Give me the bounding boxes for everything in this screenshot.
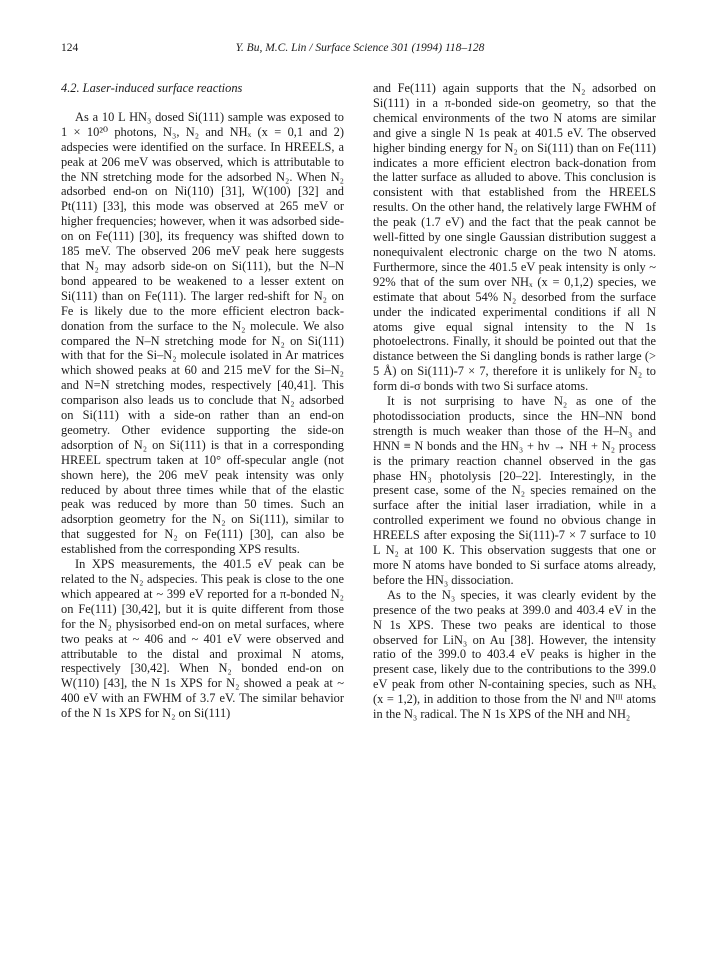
running-head: Y. Bu, M.C. Lin / Surface Science 301 (1994) 118–128 (235, 42, 485, 54)
right-column (373, 81, 656, 722)
paragraph-hreels: As a 10 L HN₃ dosed Si(111) sample was exposed to 1 × 10²⁰ photons, N₃, N₂ and NHₓ (x = 0,1 and 2) adspecies were identified on the surface. In HREELS, a peak at 206 meV was observed, which is attributable to the NN stretching mode for the adsorbed N₂. When N₂ adsorbed end-on on Ni(110) [31], W(100) [32] and Pt(111) [33], this mode was observed at 265 meV or higher frequencies; however, when it was adsorbed side-on on Fe(111) [30], its frequency was shifted down to 185 meV. The observed 206 meV peak here suggests that N₂ may adsorb side-on on Si(111), but the N–N bond appeared to be weakened to a lesser extent on Si(111) than on Fe(111). The larger red-shift for N₂ on Fe is likely due to the more efficient electron back-donation from the surface to the N₂ molecule. We also compared the N–N stretching mode for N₂ on Si(111) with that for the Si–N₂ molecule isolated in Ar matrices which showed peaks at 60 and 215 meV for the Si–N₂ and N=N stretching modes, respectively [40,41]. This comparison also leads us to conclude that N₂ adsorbed on Si(111) with a side-on rather than an end-on geometry. Other evidence supporting the side-on adsorption of N₂ on Si(111) is that in a corresponding HREEL spectrum taken at 10° off-specular angle (not shown here), the 206 meV peak intensity was only reduced by about three times while that of the elastic peak was reduced by more than 50 times. Such an adsorption geometry for the N₂ on Si(111), similar to that suggested for N₂ on Fe(111) [30], can also be established from the corresponding XPS results. (61, 109, 344, 557)
paragraph-xps: In XPS measurements, the 401.5 eV peak can be related to the N₂ adspecies. This peak is close to the one which appeared at ~ 399 eV reported for a π-bonded N₂ on Fe(111) [30,42], but it is quite different from those for the N₂ physisorbed end-on on metal surfaces, where two peaks at ~ 406 and ~ 401 eV were observed and attributable to the distal and proximal N atoms, respectively [30,42]. When N₂ bonded end-on on W(110) [43], the N 1s XPS for N₂ showed a peak at ~ 400 eV with an FWHM of 3.7 eV. The similar behavior of the N 1s XPS for N₂ on Si(111) (61, 557, 344, 721)
paragraph-continuation: and Fe(111) again supports that the N₂ adsorbed on Si(111) in a π-bonded side-on geometry, so that the chemical environments of the two N atoms are similar and give a single N 1s peak at 401.5 eV. The observed higher binding energy for N₂ on Si(111) than on Fe(111) indicates a more efficient electron back-donation from the latter surface as alluded to above. This conclusion is consistent with that established from the HREELS results. On the other hand, the relatively large FWHM of the peak (1.7 eV) and the fact that the peak cannot be well-fitted by one single Gaussian distribution suggest a nonequivalent electronic charge on the two N atoms. Furthermore, since the 401.5 eV peak intensity is only ~ 92% that of the sum over NHₓ (x = 0,1,2) species, we estimate that about 54% N₂ desorbed from the surface under the indicated experimental conditions if all N atoms give equal signal intensity to the N 1s photoelectrons. Finally, it should be pointed out that the distance between the Si dangling bonds is rather large (> 5 Å) on Si(111)-7 × 7, therefore it is unlikely for N₂ to form di-σ bonds with two Si surface atoms. (373, 81, 656, 394)
left-column (61, 81, 344, 721)
section-heading: 4.2. Laser-induced surface reactions (61, 81, 243, 95)
paragraph-photodissociation: It is not surprising to have N₂ as one of the photodissociation products, since the HN–NN bond strength is much weaker than those of the H–N₃ and HNN ≡ N bonds and the HN₃ + hν → NH + N₂ process is the primary reaction channel observed in the gas phase HN₃ photolysis [20–22]. Interestingly, in the present case, some of the N₂ species remained on the surface after the initial laser irradiation, while in a controlled experiment we found no obvious change in HREELS after exposing the Si(111)-7 × 7 surface to 10 L N₂ at 100 K. This observation suggests that one or more N atoms have bonded to Si surface atoms already, before the HN₃ dissociation. (373, 394, 656, 587)
paragraph-n3-species: As to the N₃ species, it was clearly evident by the presence of the two peaks at 399.0 and 403.4 eV in the N 1s XPS. These two peaks are identical to those observed for LiN₃ on Au [38]. However, the intensity ratio of the 399.0 to 403.4 eV peaks is higher in the present case, likely due to the contributions to the 399.0 eV peak from other N-containing species, such as NHₓ (x = 1,2), in addition to those from the Nᴵ and Nᴵᴵᴵ atoms in the N₃ radical. The N 1s XPS of the NH and NH₂ (373, 587, 656, 722)
page-number: 124 (61, 42, 79, 54)
